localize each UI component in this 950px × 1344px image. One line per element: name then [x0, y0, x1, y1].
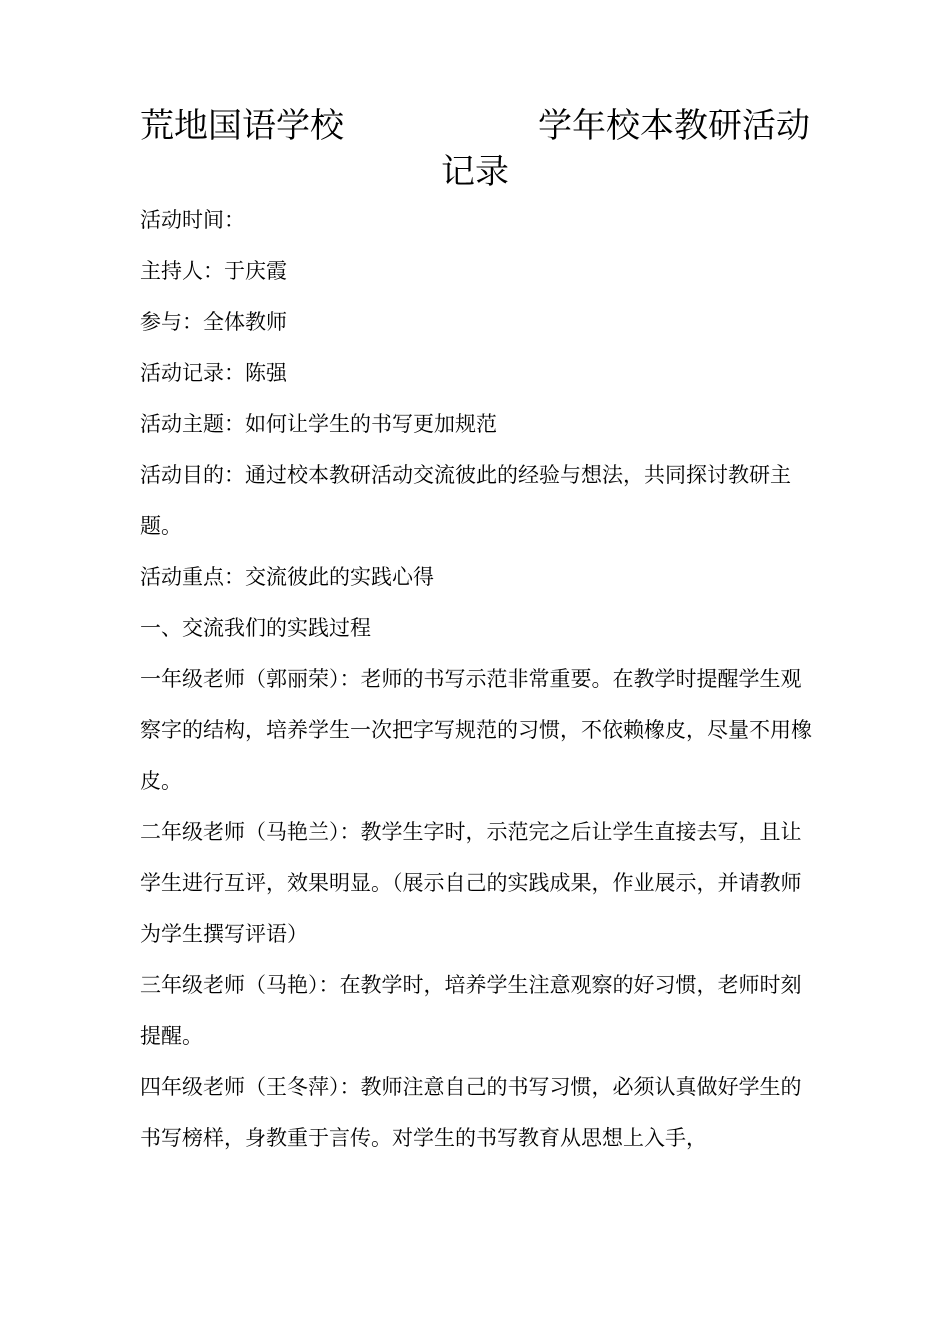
section-heading: 一、交流我们的实践过程 — [140, 616, 371, 640]
title-suffix: 记录 — [441, 152, 509, 192]
field-focus: 活动重点：交流彼此的实践心得 — [140, 565, 434, 589]
field-host: 主持人：于庆霞 — [140, 259, 287, 283]
document-title — [140, 104, 810, 148]
paragraph-grade-4: 四年级老师（王冬萍）：教师注意自己的书写习惯，必须认真做好学生的书写榜样，身教重于言传。对学生的书写教育从思想上入手， — [140, 1075, 802, 1150]
field-theme: 活动主题：如何让学生的书写更加规范 — [140, 412, 497, 436]
title-school-name: 荒地国语学校 — [140, 106, 344, 146]
paragraph-grade-2: 二年级老师（马艳兰）：教学生字时，示范完之后让学生直接去写，且让学生进行互评，效果明显。（展示自己的实践成果，作业展示，并请教师为学生撰写评语） — [140, 820, 802, 946]
field-participants: 参与：全体教师 — [140, 310, 287, 334]
paragraph-grade-1: 一年级老师（郭丽荣）：老师的书写示范非常重要。在教学时提醒学生观察字的结构，培养学生一次把字写规范的习惯，不依赖橡皮，尽量不用橡皮。 — [140, 667, 812, 793]
field-activity-time: 活动时间： — [140, 208, 245, 232]
paragraph-grade-3: 三年级老师（马艳）：在教学时，培养学生注意观察的好习惯，老师时刻提醒。 — [140, 973, 802, 1048]
document-body — [140, 195, 812, 1164]
field-recorder: 活动记录：陈强 — [140, 361, 287, 385]
field-purpose: 活动目的：通过校本教研活动交流彼此的经验与想法，共同探讨教研主题。 — [140, 463, 791, 538]
title-activity-name: 学年校本教研活动 — [538, 106, 810, 146]
